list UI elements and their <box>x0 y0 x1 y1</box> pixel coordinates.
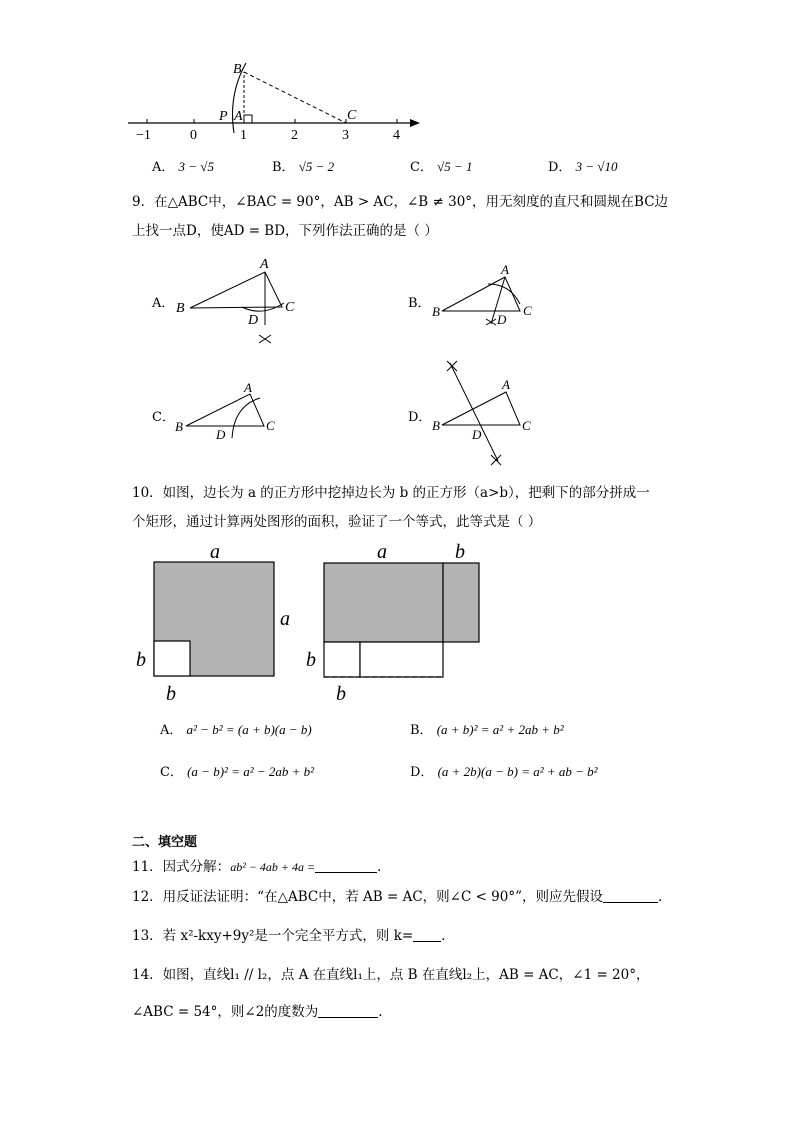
vertex-label: B <box>176 301 185 316</box>
q9-option-d[interactable]: D． <box>408 410 432 425</box>
option-text: (a − b)² = a² − 2ab + b² <box>187 764 315 779</box>
vertex-label: A <box>260 257 269 272</box>
q9-option-a[interactable]: A． <box>152 296 175 311</box>
vertex-label: A <box>244 380 252 395</box>
side-label-a: a <box>210 541 220 563</box>
q12 <box>132 888 662 906</box>
option-letter: D． <box>410 765 434 780</box>
tick-label: 4 <box>393 128 400 143</box>
q12-answer-blank[interactable] <box>603 888 658 903</box>
q8-number-line-figure <box>120 55 440 150</box>
vertex-label: C <box>285 300 295 315</box>
option-text: (a + b)² = a² + 2ab + b² <box>436 722 564 737</box>
q13-answer-blank[interactable] <box>413 927 441 942</box>
q10-squares-figure <box>130 540 490 708</box>
q10-option-d[interactable] <box>410 761 598 780</box>
q9-option-d-figure <box>428 355 548 470</box>
q10-stem-line1: 10．如图，边长为 a 的正方形中挖掉边长为 b 的正方形（a>b），把剩下的部分拼成一 <box>132 485 650 501</box>
point-label-b: B <box>233 62 242 77</box>
option-letter: C． <box>410 160 433 175</box>
option-letter: C． <box>160 765 183 780</box>
q11-suffix: ． <box>377 859 391 875</box>
q11-answer-blank[interactable] <box>315 858 377 873</box>
vertex-label: C <box>266 418 275 433</box>
option-letter: A． <box>152 160 175 175</box>
tick-label: 2 <box>291 128 298 143</box>
option-text: (a + 2b)(a − b) = a² + ab − b² <box>437 764 598 779</box>
option-text: √5 − 2 <box>298 159 335 174</box>
vertex-label: A <box>502 377 510 392</box>
q11-expression: ab² − 4ab + 4a = <box>230 860 316 874</box>
q14-answer-blank[interactable] <box>318 1003 378 1018</box>
section-title: 二、填空题 <box>132 835 198 850</box>
side-label-a: a <box>377 541 387 563</box>
q12-text: 12．用反证法证明：“在△ABC中，若 AB = AC，则∠C < 90°”，则应先假设 <box>132 889 604 905</box>
q8-option-b[interactable] <box>272 156 334 175</box>
q13-prefix: 13．若 x²-kxy+9y²是一个完全平方式，则 k= <box>132 928 414 944</box>
q9-option-b-figure <box>428 262 548 332</box>
side-label-b: b <box>306 649 316 671</box>
side-label-b: b <box>455 541 465 563</box>
side-label-b: b <box>166 683 176 705</box>
option-text: √5 − 1 <box>437 159 473 174</box>
vertex-label: A <box>501 262 509 277</box>
q9-option-a-figure <box>172 255 312 347</box>
q9-stem-line2: 上找一点D，使AD = BD，下列作法正确的是（ ） <box>132 223 438 239</box>
option-letter: A． <box>160 723 183 738</box>
option-text: a² − b² = (a + b)(a − b) <box>186 722 312 737</box>
q10-option-a[interactable] <box>160 719 312 738</box>
q11 <box>132 858 391 876</box>
q10-stem-line2: 个矩形，通过计算两处图形的面积，验证了一个等式，此等式是（ ） <box>132 514 542 530</box>
q12-suffix: . <box>658 889 663 905</box>
vertex-label: D <box>497 312 507 327</box>
option-letter: B． <box>272 160 295 175</box>
side-label-b: b <box>136 649 146 671</box>
point-label-c: C <box>347 108 357 123</box>
q9-stem-line1: 9．在△ABC中，∠BAC = 90°，AB > AC，∠B ≠ 30°，用无刻度的直尺和圆规在BC边 <box>132 194 669 210</box>
tick-label: 3 <box>342 128 349 143</box>
vertex-label: D <box>216 427 226 442</box>
tick-label: −1 <box>136 128 151 143</box>
q11-prefix: 11．因式分解： <box>132 859 231 875</box>
point-label-p: P <box>219 109 228 124</box>
vertex-label: C <box>523 303 532 318</box>
vertex-label: B <box>432 418 440 433</box>
option-text: 3 − √5 <box>178 159 214 174</box>
option-text: 3 − √10 <box>575 159 618 174</box>
vertex-label: B <box>432 304 440 319</box>
side-label-b: b <box>336 683 346 705</box>
vertex-label: D <box>248 313 259 328</box>
q9-option-c-figure <box>172 378 292 448</box>
q8-option-c[interactable] <box>410 156 473 175</box>
q13 <box>132 927 455 945</box>
vertex-label: C <box>522 418 531 433</box>
q14-text: ∠ABC = 54°，则∠2的度数为 <box>132 1004 319 1020</box>
q14-suffix: . <box>378 1004 383 1020</box>
q10-option-b[interactable] <box>410 719 564 738</box>
vertex-label: D <box>472 427 482 442</box>
vertex-label: B <box>175 419 183 434</box>
q9-option-b[interactable]: B． <box>408 296 431 311</box>
q14-line2 <box>132 1003 383 1021</box>
q10-option-c[interactable] <box>160 761 314 780</box>
q8-option-d[interactable] <box>548 156 618 175</box>
option-letter: B． <box>410 723 433 738</box>
q9-option-c[interactable]: C． <box>152 410 175 425</box>
tick-label: 0 <box>190 128 197 143</box>
option-letter: D． <box>548 160 572 175</box>
q8-option-a[interactable] <box>152 156 214 175</box>
q13-suffix: ． <box>441 928 455 944</box>
point-label-a: A <box>234 109 243 124</box>
q14-line1: 14．如图，直线l₁ // l₂，点 A 在直线l₁上，点 B 在直线l₂上，AB = AC，∠1 = 20°， <box>132 967 650 983</box>
side-label-a: a <box>280 608 290 630</box>
tick-label: 1 <box>240 128 247 143</box>
